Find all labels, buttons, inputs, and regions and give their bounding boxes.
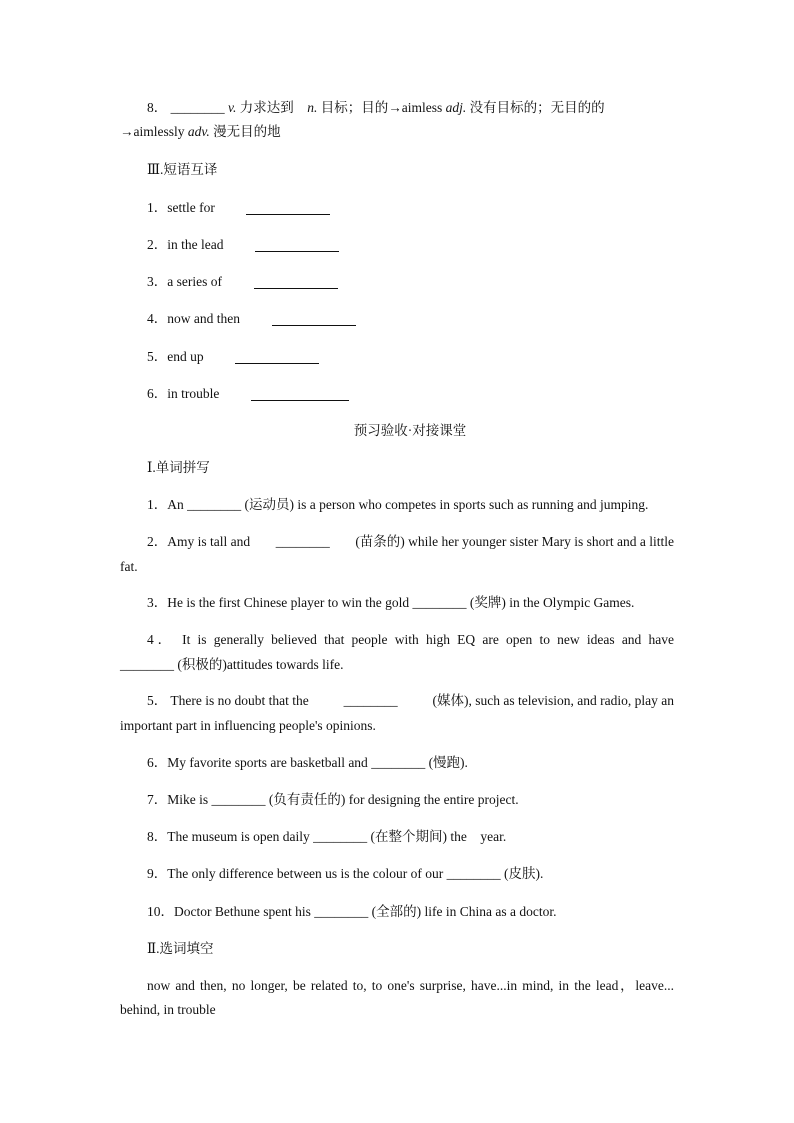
question-text: (全部的) life in China as a doctor. xyxy=(371,904,557,919)
question-2 xyxy=(147,532,674,552)
meaning-text: 目标；目的→aimless xyxy=(320,100,443,115)
question-text: (媒体), such as television, and radio, play an xyxy=(432,693,674,708)
question-text: (慢跑). xyxy=(428,755,468,770)
vocab-number: 8． xyxy=(147,100,168,115)
word-bank-continued: behind, in trouble xyxy=(120,1002,216,1017)
answer-line[interactable] xyxy=(255,251,339,252)
question-text: 9．The only difference between us is the colour of our xyxy=(147,866,444,881)
pos-label: v. xyxy=(228,100,237,115)
answer-line[interactable] xyxy=(251,400,349,401)
phrase-item xyxy=(147,235,223,255)
question-4: 4． It is generally believed that people with high EQ are open to new ideas and have xyxy=(147,632,674,647)
question-text: 2．Amy is tall and xyxy=(147,534,251,549)
pos-label: adv. xyxy=(187,124,210,139)
question-text: (皮肤). xyxy=(504,866,544,881)
question-2-continued: fat. xyxy=(120,559,138,574)
meaning-text: 力求达到 xyxy=(239,100,294,115)
section-title: 预习验收·对接课堂 xyxy=(353,423,467,438)
meaning-text: 没有目标的；无目的的 xyxy=(469,100,605,115)
phrase-text: 1．settle for xyxy=(147,200,215,215)
phrase-text: 2．in the lead xyxy=(147,237,224,252)
question-text: (在整个期间) the year. xyxy=(370,829,507,844)
question-3 xyxy=(147,593,634,613)
question-text: (运动员) is a person who competes in sports such as running and jumping. xyxy=(244,497,649,512)
question-text: (苗条的) while her younger sister Mary is short and a little xyxy=(355,534,674,549)
pos-label: adj. xyxy=(445,100,467,115)
answer-blank[interactable]: ________ xyxy=(314,904,369,919)
section-heading-phrase-translation: Ⅲ.短语互译 xyxy=(147,162,218,177)
phrase-item xyxy=(147,272,222,292)
pos-label: n. xyxy=(307,100,318,115)
question-text: (积极的)attitudes towards life. xyxy=(177,657,344,672)
question-text: 1．An xyxy=(147,497,184,512)
phrase-text: 5．end up xyxy=(147,349,204,364)
vocab-item-8 xyxy=(147,98,605,118)
question-4-continued xyxy=(120,655,343,675)
question-text: 10．Doctor Bethune spent his xyxy=(147,904,311,919)
answer-blank[interactable]: ________ xyxy=(313,829,368,844)
word-bank: now and then, no longer, be related to, to one's surprise, have...in mind, in the lead，leave... xyxy=(147,978,674,993)
question-1 xyxy=(147,495,648,515)
question-text: 3．He is the first Chinese player to win the gold xyxy=(147,595,410,610)
question-text: (奖牌) in the Olympic Games. xyxy=(469,595,635,610)
vocab-item-8-continued xyxy=(120,122,281,142)
question-6 xyxy=(147,753,468,773)
question-5 xyxy=(147,691,674,711)
phrase-item xyxy=(147,198,215,218)
answer-blank[interactable]: ________ xyxy=(120,657,174,672)
derived-word: →aimlessly xyxy=(120,124,185,139)
question-text: 6．My favorite sports are basketball and xyxy=(147,755,368,770)
section-heading-word-spelling: Ⅰ.单词拼写 xyxy=(147,460,210,475)
question-text: (负有责任的) for designing the entire project. xyxy=(268,792,519,807)
answer-blank[interactable]: ________ xyxy=(343,693,398,708)
question-text: 5． There is no doubt that the xyxy=(147,693,309,708)
question-text: 7．Mike is xyxy=(147,792,209,807)
phrase-text: 4．now and then xyxy=(147,311,240,326)
answer-line[interactable] xyxy=(235,363,319,364)
phrase-item xyxy=(147,384,219,404)
answer-blank[interactable]: ________ xyxy=(446,866,501,881)
answer-blank[interactable]: ________ xyxy=(275,534,330,549)
answer-line[interactable] xyxy=(246,214,330,215)
section-heading-word-fill: Ⅱ.选词填空 xyxy=(147,941,214,956)
question-10 xyxy=(147,902,556,922)
question-5-continued: important part in influencing people's opinions. xyxy=(120,718,376,733)
question-text: 8．The museum is open daily xyxy=(147,829,310,844)
answer-blank[interactable]: ________ xyxy=(170,100,225,115)
phrase-text: 3．a series of xyxy=(147,274,222,289)
answer-line[interactable] xyxy=(254,288,338,289)
question-7 xyxy=(147,790,519,810)
answer-blank[interactable]: ________ xyxy=(371,755,426,770)
answer-blank[interactable]: ________ xyxy=(412,595,467,610)
question-9 xyxy=(147,864,543,884)
phrase-item xyxy=(147,309,240,329)
question-8 xyxy=(147,827,506,847)
phrase-text: 6．in trouble xyxy=(147,386,220,401)
phrase-item xyxy=(147,347,204,367)
answer-line[interactable] xyxy=(272,325,356,326)
answer-blank[interactable]: ________ xyxy=(211,792,266,807)
answer-blank[interactable]: ________ xyxy=(187,497,242,512)
meaning-text: 漫无目的地 xyxy=(213,124,281,139)
